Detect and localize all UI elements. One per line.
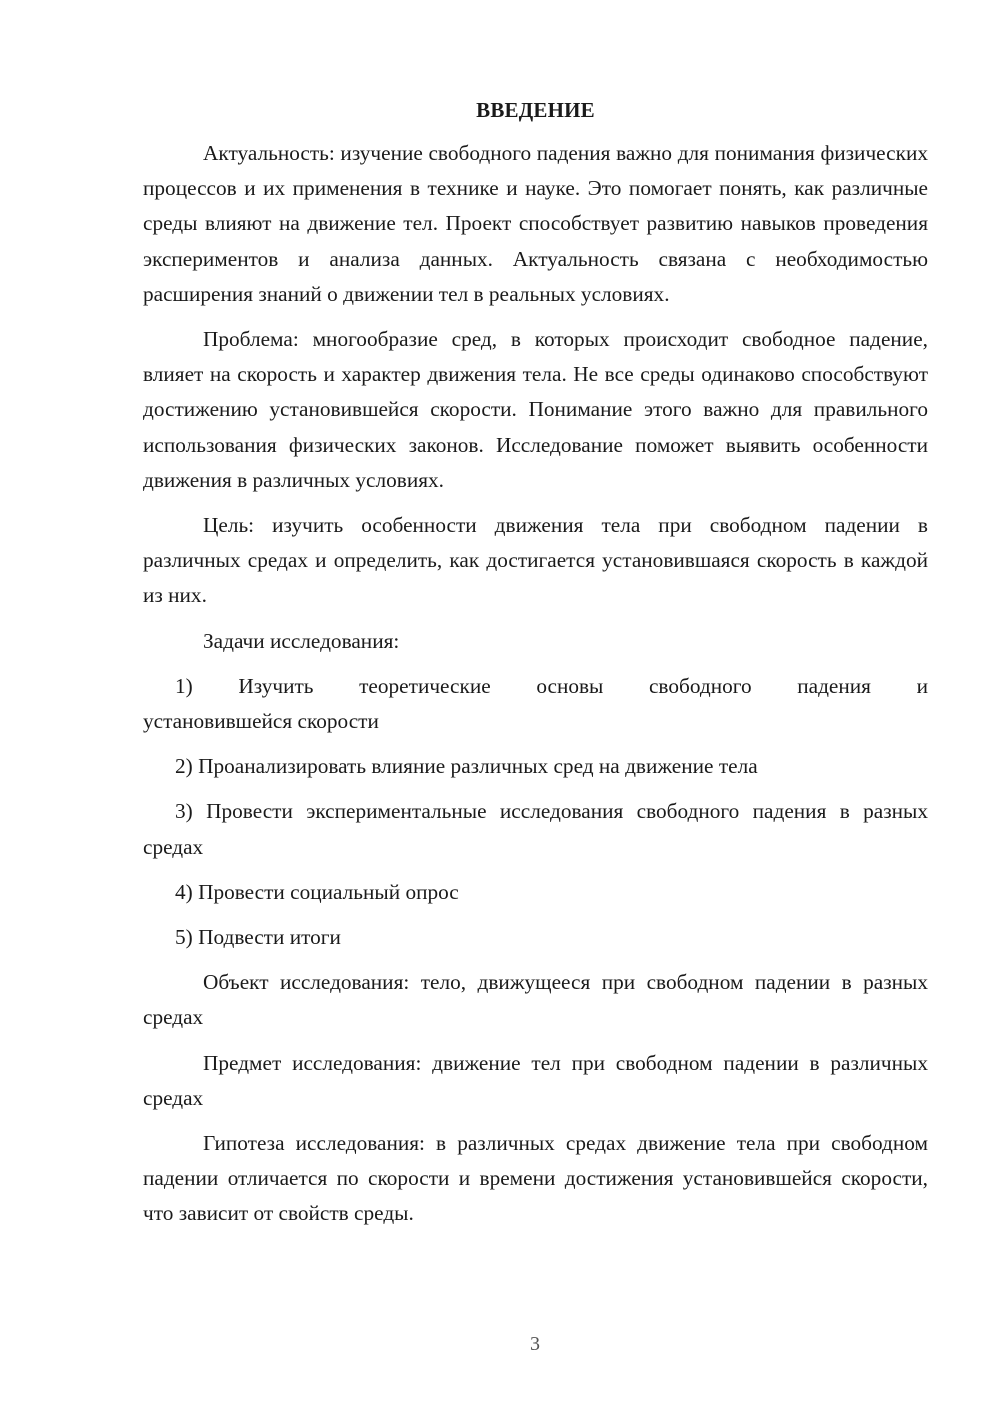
problem-paragraph: Проблема: многообразие сред, в которых происходит свободное падение, влияет на скорость и характер движения тела. Не все среды одинаково способствуют достижению установившейся скорости. Понимание этого важно для правильного использования физических законов. Исследование поможет выявить особенности движения в различных условиях. bbox=[143, 327, 928, 492]
list-item bbox=[143, 669, 928, 739]
list-item: 3) Провести экспериментальные исследования свободного падения в разных средах bbox=[143, 799, 928, 859]
task-1-word: падения bbox=[797, 673, 871, 698]
task-1-line bbox=[143, 669, 928, 704]
page-title: ВВЕДЕНИЕ bbox=[476, 98, 595, 122]
page-number: 3 bbox=[530, 1333, 540, 1355]
tasks-heading: Задачи исследования: bbox=[203, 628, 400, 653]
list-item: 4) Провести социальный опрос bbox=[175, 879, 459, 904]
list-item: 5) Подвести итоги bbox=[175, 925, 341, 950]
task-1-word: 1) bbox=[175, 673, 193, 698]
hypothesis-paragraph: Гипотеза исследования: в различных средах движение тела при свободном падении отличается по скорости и времени достижения установившейся скорости, что зависит от свойств среды. bbox=[143, 1131, 928, 1226]
task-1-word: свободного bbox=[648, 673, 752, 698]
document-page bbox=[143, 96, 928, 1242]
list-item: 2) Проанализировать влияние различных сред на движение тела bbox=[175, 754, 758, 779]
goal-paragraph: Цель: изучить особенности движения тела при свободном падении в различных средах и определить, как достигается установившаяся скорость в каждой из них. bbox=[143, 513, 928, 608]
task-1-word: и bbox=[916, 673, 928, 698]
task-1-continuation: установившейся скорости bbox=[143, 709, 379, 734]
task-list bbox=[143, 669, 928, 955]
task-1-word: основы bbox=[536, 673, 604, 698]
subject-paragraph: Предмет исследования: движение тел при свободном падении в различных средах bbox=[143, 1050, 928, 1110]
task-1-word: Изучить bbox=[238, 673, 314, 698]
task-1-word: теоретические bbox=[359, 673, 491, 698]
relevance-paragraph: Актуальность: изучение свободного падения важно для понимания физических процессов и их применения в технике и науке. Это помогает понять, как различные среды влияют на движение тел. Проект способствует развитию навыков проведения экспериментов и анализа данных. Актуальность связана с необходимостью расширения знаний о движении тел в реальных условиях. bbox=[143, 141, 928, 306]
object-paragraph: Объект исследования: тело, движущееся при свободном падении в разных средах bbox=[143, 970, 928, 1030]
